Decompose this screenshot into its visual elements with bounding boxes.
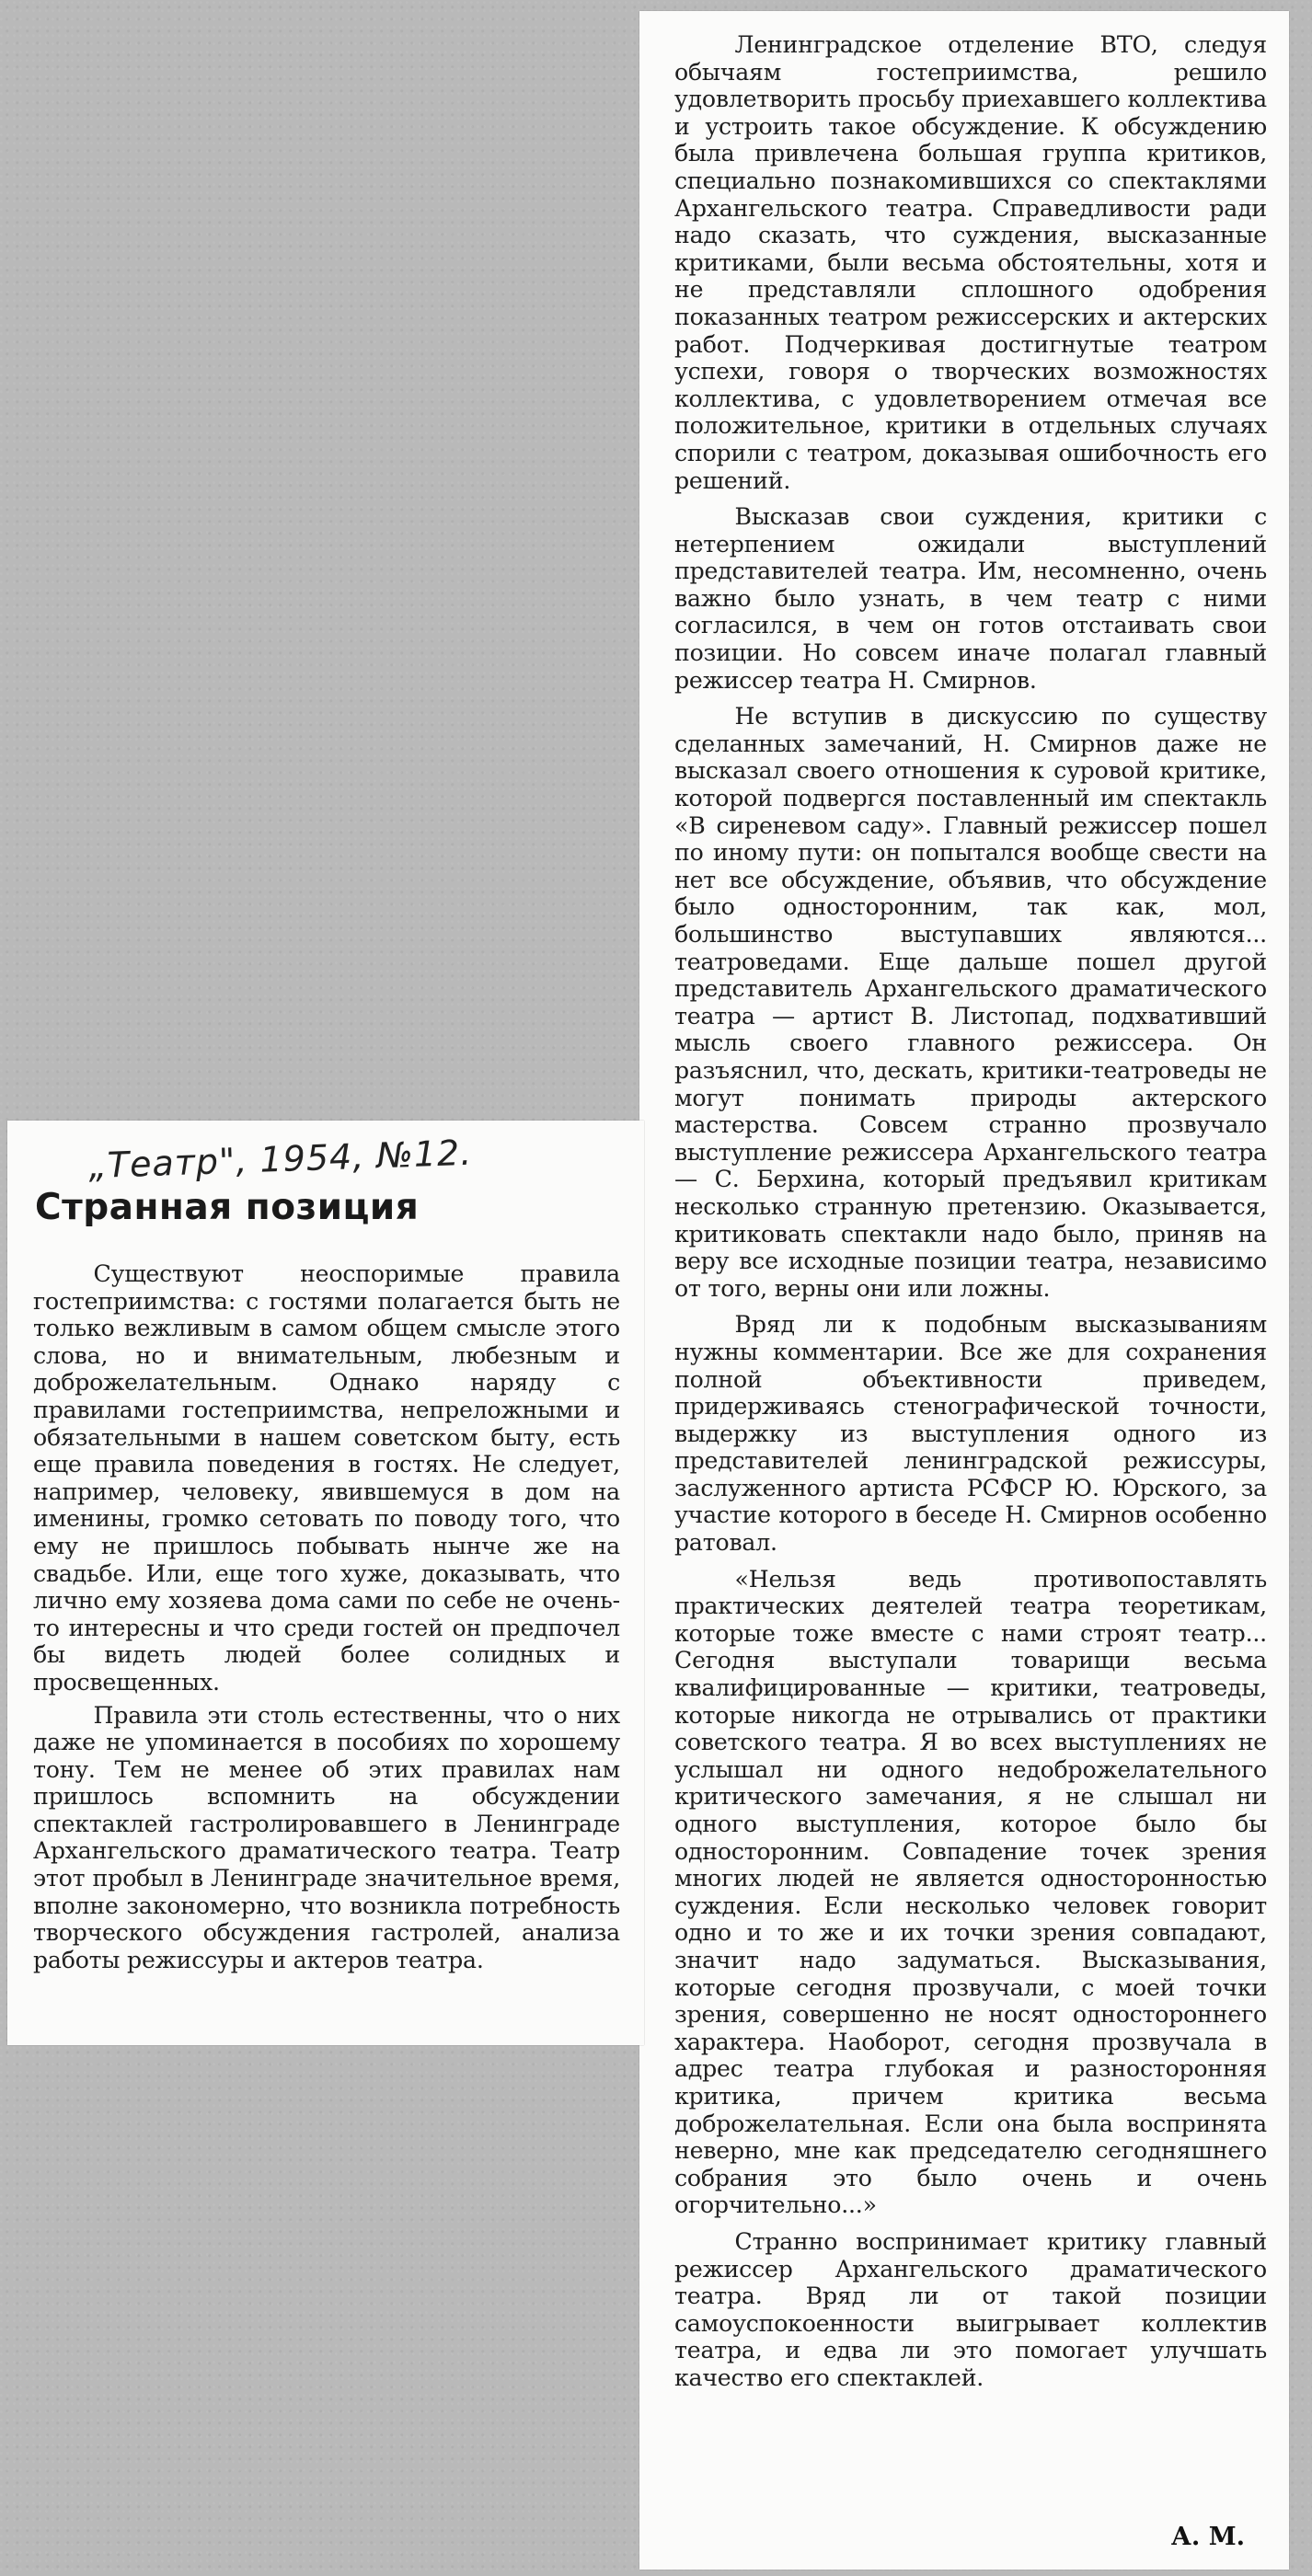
paragraph: Ленинградское отделение ВТО, следуя обычаям гостеприимства, решило удовлетворить просьбу приехавшего коллектива и устроить такое обсуждение. К обсуждению была привлечена большая группа критиков, специально познакомившихся со спектаклями Архангельского театра. Справедливости ради надо сказать, что суждения, высказанные критиками, были весьма обстоятельны, хотя и не представляли сплошного одобрения показанных театром режиссерских и актерских работ. Подчеркивая достигнутые театром успехи, говоря о творческих возможностях коллектива, с удовлетворением отмечая все положительное, критики в отдельных случаях спорили с театром, доказывая ошибочность его решений. [674, 31, 1267, 494]
paragraph: Вряд ли к подобным высказываниям нужны комментарии. Все же для сохранения полной объективности приведем, придерживаясь стенографической точности, выдержку из выступления одного из представителей ленинградской режиссуры, заслуженного артиста РСФСР Ю. Юрского, за участие которого в беседе Н. Смирнов особенно ратовал. [674, 1311, 1267, 1557]
article-title: Странная позиция [35, 1187, 420, 1228]
paragraph: Существуют неоспоримые правила гостеприимства: с гостями полагается быть не только вежливым в самом общем смысле этого слова, но и внимательным, любезным и доброжелательным. Однако наряду с правилами гостеприимства, непреложными и обязательными в нашем советском быту, есть еще правила поведения в гостях. Не следует, например, человеку, явившемуся в дом на именины, громко сетовать по поводу того, что ему не пришлось побывать нынче же на свадьбе. Или, еще того хуже, доказывать, что лично ему хозяева дома сами по себе не очень-то интересны и что среди гостей он предпочел бы видеть людей более солидных и просвещенных. [33, 1260, 620, 1696]
paragraph: Правила эти столь естественны, что о них даже не упоминается в пособиях по хорошему тону. Тем не менее об этих правилах нам пришлось вспомнить на обсуждении спектаклей гастролировавшего в Ленинграде Архангельского драматического театра. Театр этот пробыл в Ленинграде значительное время, вполне закономерно, что возникла потребность творческого обсуждения гастролей, анализа работы режиссуры и актеров театра. [33, 1701, 620, 1973]
paragraph: Не вступив в дискуссию по существу сделанных замечаний, Н. Смирнов даже не высказал своего отношения к суровой критике, которой подвергся поставленный им спектакль «В сиреневом саду». Главный режиссер пошел по иному пути: он попытался вообще свести на нет все обсуждение, объявив, что обсуждение было односторонним, так как, мол, большинство выступавших являются... театроведами. Еще дальше пошел другой представитель Архангельского драматического театра — артист В. Листопад, подхвативший мысль своего главного режиссера. Он разъяснил, что, дескать, критики-театроведы не могут понимать природы актерского мастерства. Совсем странно прозвучало выступление режиссера Архангельского театра — С. Берхина, который предъявил критикам несколько странную претензию. Оказывается, критиковать спектакли надо было, приняв на веру все исходные позиции театра, независимо от того, верны они или ложны. [674, 703, 1267, 1302]
handwritten-source-note: „Театр", 1954, №12. [87, 1132, 473, 1187]
paragraph: Странно воспринимает критику главный режиссер Архангельского драматического театра. Вряд ли от такой позиции самоуспокоенности выигрывает коллектив театра, и едва ли это помогает улучшать качество его спектаклей. [674, 2227, 1267, 2391]
quote-paragraph: «Нельзя ведь противопоставлять практических деятелей театра теоретикам, которые тоже вместе с нами строят театр... Сегодня выступали товарищи весьма квалифицированные — критики, театроведы, которые никогда не отрывались от практики советского театра. Я во всех выступлениях не услышал ни одного недоброжелательного критического замечания, я не слышал ни одного выступления, которое было бы односторонним. Совпадение точек зрения многих людей не является односторонностью суждения. Если несколько человек говорит одно и то же и их точки зрения совпадают, значит надо задуматься. Высказывания, которые сегодня прозвучали, с моей точки зрения, совершенно не носят одностороннего характера. Наоборот, сегодня прозвучала в адрес театра глубокая и разносторонняя критика, причем критика весьма доброжелательная. Если она была воспринята неверно, мне как председателю сегодняшнего собрания это было очень и очень огорчительно...» [674, 1565, 1267, 2219]
article-opening-column [33, 1260, 620, 1973]
author-signature: А. М. [1170, 2523, 1245, 2551]
newspaper-clipping-right [639, 11, 1289, 2570]
paragraph: Высказав свои суждения, критики с нетерпением ожидали выступлений представителей театра. Им, несомненно, очень важно было узнать, в чем театр с ними согласился, в чем он готов отстаивать свои позиции. Но совсем иначе полагал главный режиссер театра Н. Смирнов. [674, 503, 1267, 694]
article-continuation-column [674, 31, 1267, 2391]
newspaper-clipping-left [7, 1121, 644, 2045]
